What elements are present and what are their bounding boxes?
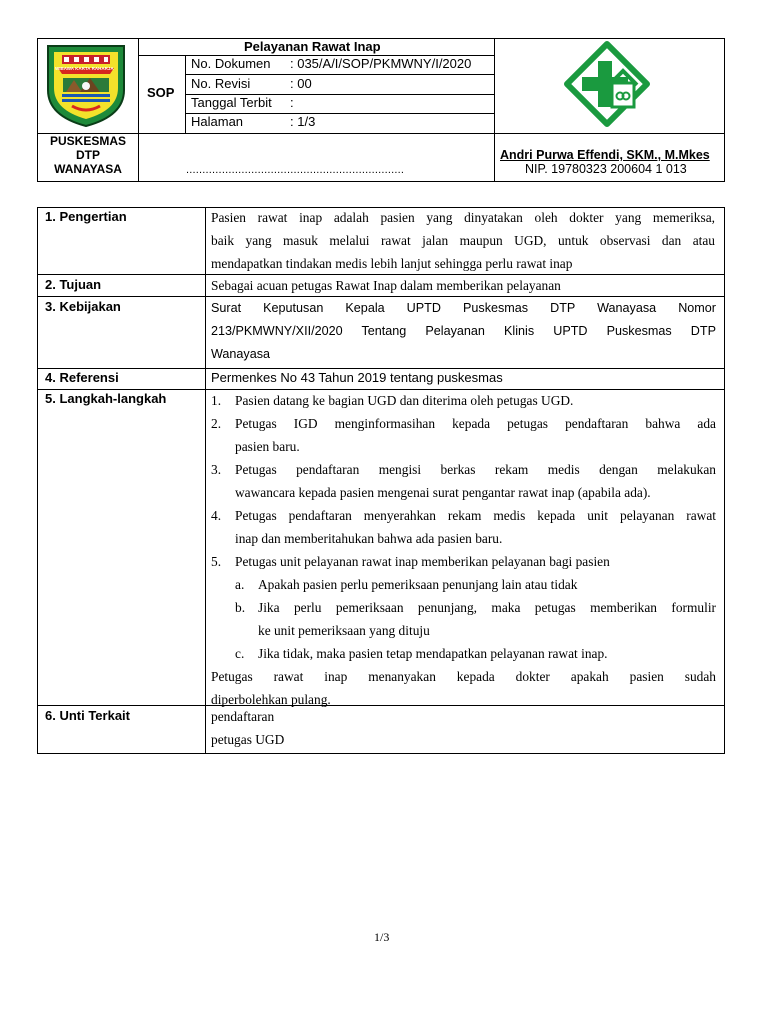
substep-b-letter: b. [235,600,246,615]
label-pengertian: 1. Pengertian [45,209,127,224]
field-value-tanggal: : [290,95,294,110]
field-label-revisi: No. Revisi [191,76,251,91]
text-unit-terkait [211,705,284,751]
substep-b [211,596,716,642]
field-value-halaman: : 1/3 [290,114,316,129]
step-4-number: 4. [211,508,222,523]
step-2 [211,412,716,458]
step-2-number: 2. [211,416,222,431]
org-line-1: PUSKESMAS [49,134,126,148]
substep-c-line-1: Jika tidak, maka pasien tetap mendapatkan pelayanan rawat inap. [258,646,608,661]
substep-b-line-1: Jika perlu pemeriksaan penunjang, maka petugas memberikan formulir [258,600,716,615]
field-value-revisi: : 00 [290,76,312,91]
label-unit-terkait: 6. Unti Terkait [45,708,131,723]
label-tujuan: 2. Tujuan [45,277,102,292]
signature-line: ................................................................... [186,164,405,176]
label-referensi: 4. Referensi [45,370,119,385]
text-referensi: Permenkes No 43 Tahun 2019 tentang puskesmas [211,370,503,385]
unit-line-1: pendaftaran [211,709,275,724]
label-kebijakan: 3. Kebijakan [45,299,121,314]
step-1 [211,389,716,412]
puskesmas-health-logo [562,41,652,127]
kebijakan-line-3: Wanayasa [211,347,271,361]
substep-c-letter: c. [235,646,245,661]
unit-line-2: petugas UGD [211,732,285,747]
field-label-tanggal: Tanggal Terbit [191,95,272,110]
page-number: 1/3 [374,930,390,944]
step-3-line-2: wawancara kepada pasien mengenai surat pengantar rawat inap (apabila ada). [235,485,651,500]
field-label-dokumen: No. Dokumen [191,56,271,71]
field-value-dokumen: : 035/A/I/SOP/PKMWNY/I/2020 [290,56,472,71]
text-kebijakan [211,297,716,366]
steps-list [211,389,716,711]
field-label-halaman: Halaman [191,114,244,129]
step-1-line-1: Pasien datang ke bagian UGD dan diterima oleh petugas UGD. [235,393,574,408]
substep-a-line-1: Apakah pasien perlu pemeriksaan penunjang lain atau tidak [258,577,578,592]
crest-banner-text: WIBAWA KARTA RAHARJA [55,66,114,71]
step-2-line-1: Petugas IGD menginformasihan kepada petugas pendaftaran bahwa ada [235,416,716,431]
step-3 [211,458,716,504]
step-4-line-2: inap dan memberitahukan bahwa ada pasien baru. [235,531,503,546]
closing-line-2: diperbolehkan pulang. [211,692,331,707]
sop-label: SOP [147,85,175,100]
text-pengertian [211,206,715,275]
text-tujuan: Sebagai acuan petugas Rawat Inap dalam memberikan pelayanan [211,278,561,293]
signer-name: Andri Purwa Effendi, SKM., M.Mkes [500,148,710,162]
step-2-line-2: pasien baru. [235,439,300,454]
label-langkah: 5. Langkah-langkah [45,391,167,406]
substep-b-line-2: ke unit pemeriksaan yang dituju [258,623,430,638]
pengertian-line-1: Pasien rawat inap adalah pasien yang dinyatakan oleh dokter yang memeriksa, [211,210,715,225]
regency-crest-logo [44,42,128,128]
org-line-2: DTP [76,148,100,162]
step-3-number: 3. [211,462,222,477]
kebijakan-line-1: Surat Keputusan Kepala UPTD Puskesmas DTP Wanayasa Nomor [211,301,716,315]
signer-nip: NIP. 19780323 200604 1 013 [525,162,687,176]
step-5-number: 5. [211,554,222,569]
org-line-3: WANAYASA [54,162,122,176]
step-1-number: 1. [211,393,222,408]
organization-name [38,134,138,176]
step-5-line-1: Petugas unit pelayanan rawat inap memberikan pelayanan bagi pasien [235,554,610,569]
step-4 [211,504,716,550]
substep-c [211,642,716,665]
substep-a-letter: a. [235,577,245,592]
step-4-line-1: Petugas pendaftaran menyerahkan rekam medis kepada unit pelayanan rawat [235,508,716,523]
document-title: Pelayanan Rawat Inap [244,39,381,54]
substep-a [211,573,716,596]
step-5 [211,550,716,573]
pengertian-line-2: baik yang masuk melalui rawat jalan maupun UGD, untuk observasi dan atau [211,233,715,248]
step-3-line-1: Petugas pendaftaran mengisi berkas rekam medis dengan melakukan [235,462,716,477]
kebijakan-line-2: 213/PKMWNY/XII/2020 Tentang Pelayanan Klinis UPTD Puskesmas DTP [211,324,716,338]
closing-line-1: Petugas rawat inap menanyakan kepada dokter apakah pasien sudah [211,669,716,684]
pengertian-line-3: mendapatkan tindakan medis lebih lanjut sehingga perlu rawat inap [211,256,573,271]
